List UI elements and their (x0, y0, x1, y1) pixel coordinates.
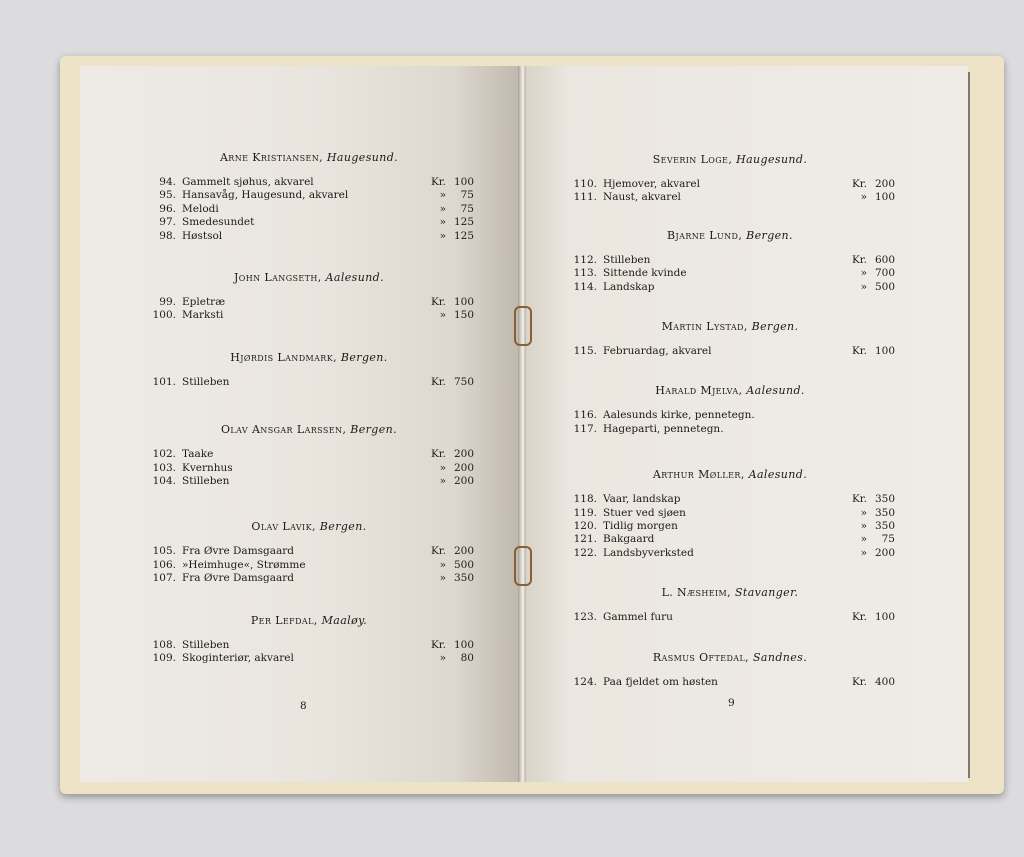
entry-price: 200 (874, 546, 895, 559)
artist-city: Aalesund. (746, 384, 805, 398)
artist-city: Bergen. (340, 350, 388, 364)
artist-section (565, 384, 895, 436)
entry-title: Epletræ (182, 296, 226, 309)
artist-section (565, 229, 895, 294)
catalog-entry (144, 203, 474, 216)
catalog-entry (565, 178, 895, 191)
catalog-entry (144, 462, 474, 475)
price-prefix: » (439, 558, 446, 571)
entry-number: 109. (152, 652, 176, 665)
artist-name: Harald Mjelva (655, 384, 739, 398)
artist-name: L. Næsheim (661, 586, 728, 600)
entry-number: 94. (159, 176, 176, 188)
artist-section (144, 520, 474, 585)
artist-heading: Rasmus Oftedal, Sandnes. (652, 650, 808, 664)
entry-price: 100 (874, 611, 895, 624)
page-number-right: 9 (728, 697, 735, 709)
price-prefix: » (860, 506, 867, 519)
entry-price: 75 (460, 189, 474, 202)
price-prefix: Kr. (851, 675, 867, 688)
artist-section (144, 271, 474, 323)
entry-price: 100 (453, 296, 474, 309)
entry-number: 124. (573, 675, 597, 688)
artist-city: Bergen. (319, 520, 367, 534)
price-prefix: Kr. (851, 253, 867, 266)
entry-number: 110. (573, 178, 597, 190)
artist-heading: Olav Ansgar Larssen, Bergen. (220, 423, 398, 437)
entry-title: Taake (182, 448, 214, 461)
artist-city: Bergen. (751, 320, 799, 334)
catalog-entry (565, 676, 895, 689)
price-prefix: » (439, 202, 446, 215)
catalog-entry (565, 493, 895, 506)
entry-price: 200 (453, 461, 474, 474)
entry-price: 350 (874, 506, 895, 519)
artist-city: Haugesund. (736, 153, 808, 166)
catalog-entry (144, 189, 474, 202)
entry-price (867, 423, 895, 436)
entry-price: 200 (453, 448, 474, 461)
entry-number: 101. (152, 375, 176, 388)
catalog-entry (144, 309, 474, 322)
entry-price: 750 (453, 375, 474, 388)
entry-number: 104. (152, 475, 176, 488)
artist-city: Stavanger. (734, 586, 799, 600)
artist-section (565, 468, 895, 560)
entry-number: 108. (152, 638, 176, 651)
price-prefix (843, 409, 867, 422)
entry-title: Melodi (182, 202, 219, 215)
entry-number: 100. (152, 309, 176, 322)
catalog-entry (565, 191, 895, 204)
entry-title: »Heimhuge«, Strømme (182, 558, 306, 571)
catalog-entry (565, 533, 895, 546)
entry-number: 106. (152, 558, 176, 571)
entry-title: Hansavåg, Haugesund, akvarel (182, 189, 349, 202)
catalog-entry (144, 176, 474, 189)
artist-city: Aalesund. (748, 468, 808, 482)
artist-name: Arthur Møller (652, 468, 741, 482)
price-prefix: Kr. (851, 611, 867, 624)
catalog-entry (565, 345, 895, 358)
artist-section (565, 651, 895, 689)
entry-number: 121. (573, 533, 597, 546)
catalog-entry (144, 296, 474, 309)
price-prefix: » (439, 229, 446, 242)
entry-number: 111. (573, 191, 597, 204)
entry-title: Hjemover, akvarel (603, 178, 700, 190)
entry-price: 200 (874, 178, 895, 190)
entry-price: 100 (453, 176, 474, 188)
entry-price: 700 (874, 267, 895, 280)
artist-city: Haugesund. (326, 151, 399, 164)
entry-title: Paa fjeldet om høsten (603, 675, 718, 688)
artist-section (144, 614, 474, 666)
artist-section (565, 153, 895, 205)
entry-title: Høstsol (182, 229, 223, 242)
catalog-entry (144, 639, 474, 652)
artist-name: Arne Kristiansen (219, 151, 320, 164)
staple-bottom (514, 546, 532, 586)
entry-title: Tidlig morgen (603, 520, 678, 533)
artist-heading: Arthur Møller, Aalesund. (652, 468, 808, 482)
artist-section (565, 586, 895, 624)
entry-title: Landsbyverksted (603, 546, 694, 559)
artist-heading: Bjarne Lund, Bergen. (667, 228, 793, 242)
entry-title: Stilleben (603, 253, 651, 266)
entry-title: Bakgaard (603, 533, 655, 546)
entry-number: 117. (573, 422, 597, 435)
artist-section (144, 351, 474, 389)
catalog-entry (144, 572, 474, 585)
entry-price (867, 409, 895, 422)
artist-heading: Arne Kristiansen, Haugesund. (219, 151, 399, 164)
catalog-entry (565, 423, 895, 436)
artist-heading: Per Lefdal, Maaløy. (250, 613, 368, 627)
artist-name: Per Lefdal (250, 613, 314, 627)
entry-number: 98. (159, 229, 176, 242)
artist-name: Bjarne Lund (667, 228, 739, 242)
artist-name: Olav Lavik (251, 520, 312, 534)
entry-number: 118. (573, 493, 597, 506)
entry-price: 200 (453, 545, 474, 558)
price-prefix: » (439, 475, 446, 488)
page-number-left: 8 (300, 700, 307, 712)
catalog-entry (144, 545, 474, 558)
entry-title: Hageparti, pennetegn. (603, 422, 724, 435)
price-prefix: Kr. (851, 493, 867, 506)
entry-title: Sittende kvinde (603, 267, 687, 280)
price-prefix: » (860, 191, 867, 204)
entry-number: 113. (573, 267, 597, 280)
left-catalog-column (144, 151, 474, 666)
artist-heading: L. Næsheim, Stavanger. (661, 586, 799, 600)
price-prefix: » (860, 267, 867, 280)
entry-price: 100 (874, 191, 895, 204)
entry-price: 350 (874, 520, 895, 533)
entry-price: 350 (453, 572, 474, 585)
entry-price: 150 (453, 309, 474, 322)
catalog-entry (144, 230, 474, 243)
price-prefix: Kr. (430, 375, 446, 388)
artist-section (565, 320, 895, 358)
catalog-entry (565, 520, 895, 533)
entry-title: Stilleben (182, 475, 230, 488)
artist-name: Olav Ansgar Larssen (220, 423, 343, 437)
entry-number: 107. (152, 572, 176, 585)
artist-heading: Hjørdis Landmark, Bergen. (230, 350, 388, 364)
entry-price: 350 (874, 493, 895, 506)
staple-top (514, 306, 532, 346)
price-prefix: » (439, 652, 446, 665)
price-prefix: » (439, 189, 446, 202)
catalog-entry (565, 611, 895, 624)
entry-price: 500 (874, 280, 895, 293)
price-prefix: Kr. (851, 178, 867, 190)
catalog-entry (144, 216, 474, 229)
entry-number: 102. (152, 448, 176, 461)
entry-number: 105. (152, 545, 176, 558)
entry-number: 122. (573, 546, 597, 559)
price-prefix: » (860, 280, 867, 293)
entry-price: 125 (453, 229, 474, 242)
price-prefix: Kr. (430, 296, 446, 309)
entry-price: 75 (881, 533, 895, 546)
entry-number: 99. (159, 296, 176, 309)
price-prefix: » (439, 216, 446, 229)
price-prefix: » (860, 533, 867, 546)
artist-heading: Olav Lavik, Bergen. (251, 520, 367, 534)
entry-price: 500 (453, 558, 474, 571)
entry-title: Fra Øvre Damsgaard (182, 545, 295, 558)
artist-section (144, 423, 474, 488)
catalog-entry (565, 267, 895, 280)
entry-price: 400 (874, 675, 895, 688)
entry-title: Stilleben (182, 375, 230, 388)
catalog-entry (144, 475, 474, 488)
price-prefix: » (439, 309, 446, 322)
entry-title: Landskap (603, 280, 655, 293)
entry-title: Gammelt sjøhus, akvarel (182, 176, 314, 188)
entry-number: 96. (159, 202, 176, 215)
entry-title: Smedesundet (182, 216, 255, 229)
price-prefix: Kr. (430, 176, 446, 188)
entry-number: 103. (152, 461, 176, 474)
entry-title: Naust, akvarel (603, 191, 681, 204)
artist-heading: Martin Lystad, Bergen. (661, 320, 799, 334)
price-prefix: » (860, 546, 867, 559)
artist-heading: Harald Mjelva, Aalesund. (655, 384, 805, 398)
booklet-spine (518, 66, 526, 782)
entry-number: 119. (573, 506, 597, 519)
catalog-entry (565, 507, 895, 520)
entry-price: 80 (460, 652, 474, 665)
price-prefix: » (860, 520, 867, 533)
artist-name: Severin Loge (652, 153, 729, 166)
entry-number: 120. (573, 520, 597, 533)
entry-number: 97. (159, 216, 176, 229)
entry-number: 123. (573, 611, 597, 624)
artist-section (144, 151, 474, 243)
artist-city: Aalesund. (325, 271, 385, 285)
catalog-entry (144, 559, 474, 572)
entry-price: 200 (453, 475, 474, 488)
artist-name: Rasmus Oftedal (652, 650, 746, 664)
price-prefix (843, 423, 867, 436)
catalog-entry (144, 376, 474, 389)
entry-price: 100 (874, 345, 895, 358)
artist-city: Maaløy. (321, 613, 368, 627)
entry-number: 112. (573, 253, 597, 266)
artist-city: Sandnes. (752, 650, 808, 664)
entry-title: Vaar, landskap (603, 493, 681, 506)
entry-title: Fra Øvre Damsgaard (182, 572, 295, 585)
entry-title: Kvernhus (182, 461, 233, 474)
entry-number: 116. (573, 409, 597, 422)
entry-number: 95. (159, 189, 176, 202)
catalog-entry (565, 281, 895, 294)
page-edge (968, 72, 970, 778)
entry-price: 100 (453, 638, 474, 651)
entry-number: 114. (573, 280, 597, 293)
artist-name: John Langseth (233, 271, 318, 285)
entry-title: Marksti (182, 309, 224, 322)
entry-price: 600 (874, 253, 895, 266)
price-prefix: Kr. (430, 448, 446, 461)
entry-title: Skoginteriør, akvarel (182, 652, 294, 665)
artist-heading: John Langseth, Aalesund. (233, 271, 385, 285)
catalog-entry (144, 652, 474, 665)
artist-name: Martin Lystad (661, 320, 744, 334)
entry-title: Stilleben (182, 638, 230, 651)
entry-title: Februardag, akvarel (603, 345, 712, 358)
price-prefix: » (439, 461, 446, 474)
entry-title: Gammel furu (603, 611, 673, 624)
right-catalog-column (565, 153, 895, 689)
price-prefix: Kr. (851, 345, 867, 358)
artist-name: Hjørdis Landmark (230, 350, 334, 364)
entry-number: 115. (573, 345, 597, 358)
artist-heading: Severin Loge, Haugesund. (652, 153, 808, 166)
entry-price: 75 (460, 202, 474, 215)
entry-price: 125 (453, 216, 474, 229)
entry-title: Aalesunds kirke, pennetegn. (603, 409, 755, 422)
catalog-entry (144, 448, 474, 461)
price-prefix: Kr. (430, 545, 446, 558)
catalog-entry (565, 547, 895, 560)
entry-title: Stuer ved sjøen (603, 506, 686, 519)
price-prefix: » (439, 572, 446, 585)
artist-city: Bergen. (350, 423, 398, 437)
catalog-entry (565, 409, 895, 422)
catalog-entry (565, 254, 895, 267)
price-prefix: Kr. (430, 638, 446, 651)
artist-city: Bergen. (746, 228, 793, 242)
